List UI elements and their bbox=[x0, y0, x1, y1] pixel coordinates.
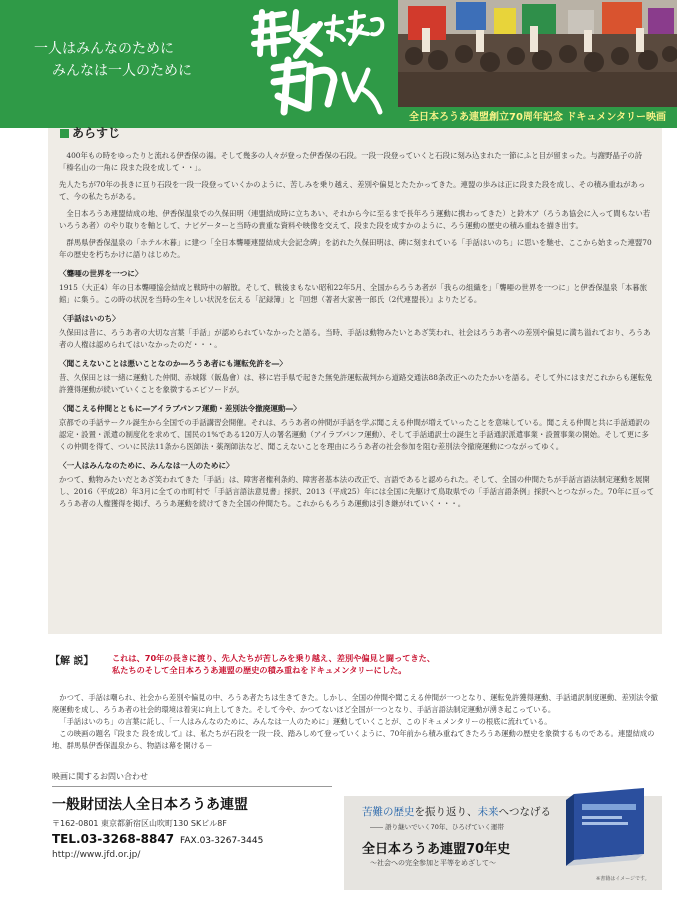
phone-numbers bbox=[52, 832, 263, 846]
website-link[interactable]: http://www.jfd.or.jp/ bbox=[52, 850, 141, 860]
section-title: 〈一人はみんなのために、みんなは一人のために〉 bbox=[59, 461, 234, 470]
synopsis-body bbox=[59, 150, 655, 515]
contact-label: 映画に関するお問い合わせ bbox=[52, 772, 148, 781]
ad-subline: ―― 語り継いでいく70年、ひろげていく運帯 bbox=[370, 823, 504, 831]
commentary-lead-line: これは、70年の長きに渡り、先人たちが苦しみを乗り越え、差別や偏見と闘ってきた、 bbox=[112, 653, 436, 663]
section-text: 京都での手話サークル誕生から全国での手話講習会開催。それは、ろうあ者の仲間が手話を学ぶ聞こえる仲間が増えていったことを意味している。聞こえる仲間と共に手話通訳の認定・設置・派遣の制度化を求めて、国民の1%である120万人の署名運動（アイラブパンフ運動）、そして手話通訳士の誕生と手話通訳派遣事業・設置事業の開始。そして更に多くの仲間を得て、ついに民法11条から医師法・薬剤師法など、聞こえないことを理由にろうあ者の社会参加を阻む差別法令撤廃運動につながってゆく。 bbox=[59, 418, 651, 451]
organization-name: 一般財団法人全日本ろうあ連盟 bbox=[52, 797, 248, 813]
section-title: 〈聞こえる仲間とともに―アイラブパンフ運動・差別法令撤廃運動―〉 bbox=[59, 404, 301, 413]
film-subtitle: 全日本ろうあ連盟創立70周年記念 ドキュメンタリー映画 bbox=[398, 107, 677, 128]
commentary-paragraph: 「手話はいのち」の言葉に託し、「一人はみんなのために、みんなは一人のために」運動していくことが、このドキュメンタリーの根底に流れている。 bbox=[59, 717, 552, 726]
section-text: 昔、久保田とは一緒に運動した仲間、赤城隊（飯島會）は、移に岩手県で起きた無免許運転裁判から道路交通法88条改正へのたたかいを語る。そして外にはまだこれからも運転免許獲得運動が続いていくことを象徴するエピソードが。 bbox=[59, 373, 653, 394]
ad-book-title: 全日本ろうあ連盟70年史 bbox=[362, 842, 511, 857]
synopsis-paragraph: 先人たちが70年の長きに亘り石段を一段一段登っていくかのように、苦しみを乗り越え、差別や偏見とたたかってきた。連盟の歩みは正に段また段を成し、その積み重ねがあって、今の私たちがある。 bbox=[59, 180, 646, 201]
film-title-logo bbox=[244, 4, 394, 122]
synopsis-heading-text: あらすじ bbox=[72, 126, 121, 140]
commentary-lead-line: 私たちのそして全日本ろうあ連盟の歴史の積み重ねをドキュメンタリーにした。 bbox=[112, 665, 407, 675]
ad-note: ※書籍はイメージです。 bbox=[596, 876, 650, 882]
commentary-lead bbox=[112, 652, 672, 676]
book-cover-image bbox=[560, 788, 650, 872]
address: 〒162-0801 東京都新宿区山吹町130 SKビル8F bbox=[52, 819, 227, 828]
slogan-line-1: 一人はみんなのために bbox=[34, 41, 174, 57]
section-text: 久保田は昔に、ろうあ者の大切な言葉「手話」が認められていなかったと語る。当時、手話は動物みたいとあざ笑われ、社会はろうあ者への差別や偏見に満ち溢れており、ろうあ者の人権は認められてはいなかったのだ・・・。 bbox=[59, 328, 651, 349]
fax-number: FAX.03-3267-3445 bbox=[180, 836, 264, 846]
ad-catchphrase: 苦難の歴史を振り返り、未来へつなげる bbox=[362, 806, 551, 818]
book-advertisement bbox=[344, 796, 662, 890]
commentary-label: 【解 説】 bbox=[50, 656, 94, 667]
commentary-body bbox=[52, 692, 664, 752]
synopsis-paragraph: 全日本ろうあ連盟結成の地、伊香保温泉での久保田明（連盟結成時に立ちあい、それから今に至るまで長年ろう運動に携わってきた）と鈴木ア（ろうあ協会に入って間もない若いろうあ者）のやり取りを軸として、ナビゲーターと当時の貴重な資料や映像を交えて、段また段を成すかのように、ろう運動の歴史の積み重ねを描き出す。 bbox=[59, 209, 651, 230]
synopsis-paragraph: 群馬県伊香保温泉の「ホテル木暮」に建つ「全日本聾唖連盟結成大会記念碑」を訪れた久保田明は、碑に刻まれている「手話はいのち」に思いを馳せ、ここから始まった連盟70年の歴史を朽ちかけに語りはじめた。 bbox=[59, 238, 652, 259]
section-text: かつて、動物みたいだとあざ笑われてきた「手話」は、障害者権利条約、障害者基本法の改正で、言語であると認められた。そして、全国の仲間たちが手話言語法制定運動を展開し、2016（平成28）年3月に全ての市町村で「手話言語法意見書」採択、2013（平成25）年には全国に先駆けて鳥取県での「手話言語条例」採択へとつながった。70年に亘ってろうあ者の人権獲得を掲げ、ろうあ運動を続けてきた全国の仲間たち。これからもろうあ運動は引き継がれていく・・・。 bbox=[59, 475, 655, 508]
section-title: 〈聞こえないことは悪いことなのか―ろうあ者にも運転免許を―〉 bbox=[59, 359, 287, 368]
heading-square-icon bbox=[60, 129, 69, 138]
section-title: 〈手話はいのち〉 bbox=[59, 314, 120, 323]
section-text: 1915（大正4）年の日本聾唖協会結成と戦時中の解散。そして、戦後まもない昭和22年5月、全国からろうあ者が「我らの組織を」「聾唖の世界を一つに」と伊香保温泉「本暮旅館」に集う。この時の状況を当時の生々しい状況を伝える「記録簿」と『回想（著者大家善一郎氏（2代連盟長）』よりたどる。 bbox=[59, 283, 648, 304]
divider bbox=[52, 786, 332, 787]
ad-tagline: ～社会への完全参加と平等をめざして～ bbox=[370, 859, 496, 867]
rally-photo bbox=[398, 0, 677, 107]
tel-number: TEL.03-3268-8847 bbox=[52, 832, 175, 846]
synopsis-heading bbox=[60, 124, 120, 141]
commentary-paragraph: この映画の題名『段また 段を成して』は、私たちが石段を一段一段、踏みしめて登っていくように、70年前から積み重ねてきたろうあ運動の歴史を象徴するものである。連盟結成の地、群馬県伊香保温泉から、物語は幕を開ける－ bbox=[52, 729, 655, 750]
section-title: 〈聾唖の世界を一つに〉 bbox=[59, 269, 143, 278]
commentary-paragraph: かつて、手話は嘲られ、社会から差別や偏見の中、ろうあ者たちは生きてきた。しかし、全国の仲間や聞こえる仲間が一つとなり、運転免許獲得運動、手話通訳制度運動、差別法令撤廃運動を成し、ろうあ者の社会的環境は着実に向上してきた。そして今や、かつてないほど全国が一つとなり、手話言語法制定運動が湧き起こっている。 bbox=[52, 693, 658, 714]
synopsis-paragraph: 400年もの時をゆったりと流れる伊香保の湯。そして幾多の人々が登った伊香保の石段。一段一段登っていくと石段に刻み込まれた一節にふと目が留まった。与謝野晶子の詩「榛名山の一角に 段また段を成して・・」。 bbox=[59, 151, 643, 172]
slogan-line-2: みんなは一人のために bbox=[52, 63, 192, 79]
slogan bbox=[34, 38, 192, 82]
